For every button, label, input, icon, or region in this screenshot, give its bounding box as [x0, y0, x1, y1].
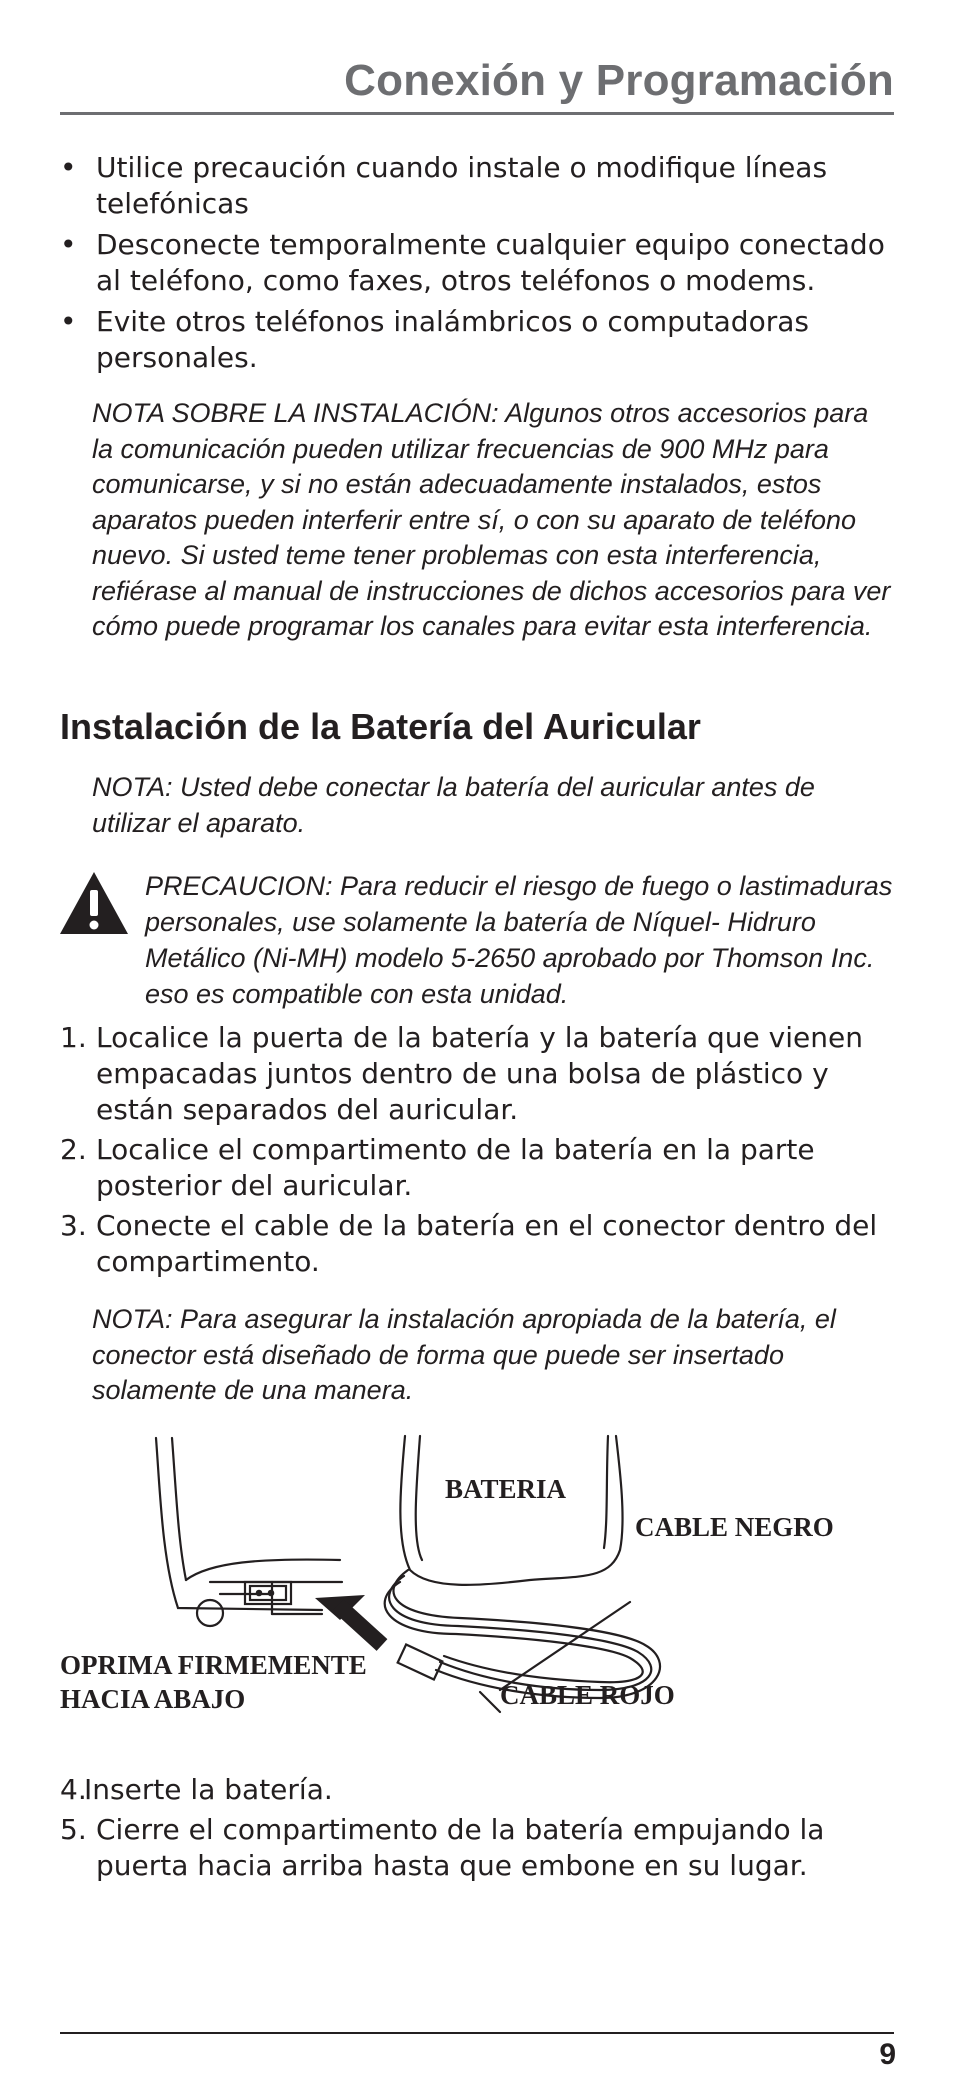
header-divider	[60, 112, 894, 115]
step-number: 3.	[60, 1209, 87, 1242]
step-number: 5.	[60, 1813, 87, 1846]
press-label-line1: OPRIMA FIRMEMENTE	[60, 1650, 367, 1680]
black-cable-label: CABLE NEGRO	[635, 1512, 834, 1542]
footer-divider	[60, 2032, 894, 2034]
list-item	[60, 1020, 910, 1128]
red-cable-label: CABLE ROJO	[500, 1680, 675, 1710]
connector-note: NOTA: Para asegurar la instalación apropiada de la batería, el conector está diseñado de forma que puede ser insertado solamente de una manera.	[92, 1304, 836, 1405]
step-text: Conecte el cable de la batería en el conector dentro del compartimento.	[96, 1209, 878, 1278]
battery-label: BATERIA	[445, 1474, 567, 1504]
installation-note: NOTA SOBRE LA INSTALACIÓN: Algunos otros accesorios para la comunicación pueden utilizar frecuencias de 900 MHz para comunicarse, y si no están adecuadamente instalados, estos aparatos pueden interferir entre sí, o con su aparato de teléfono nuevo. Si usted teme tener problemas con esta interferencia, refiérase al manual de instrucciones de dichos accesorios para ver cómo puede programar los canales para evitar esta interferencia.	[92, 398, 891, 641]
step-text: Localice el compartimento de la batería en la parte posterior del auricular.	[96, 1133, 815, 1202]
list-item: • Evite otros teléfonos inalámbricos o computadoras personales.	[60, 304, 900, 376]
step-number: 1.	[60, 1021, 87, 1054]
list-item	[60, 1812, 910, 1884]
list-item	[60, 1132, 910, 1204]
list-item	[60, 1772, 910, 1808]
precaution-list	[60, 150, 900, 381]
step-text: Inserte la batería.	[84, 1773, 333, 1806]
install-steps-continued	[60, 1772, 910, 1888]
caution-text: PRECAUCION: Para reducir el riesgo de fuego o lastimaduras personales, use solamente la batería de Níquel- Hidruro Metálico (Ni-MH) modelo 5-2650 aprobado por Thomson Inc. eso es compatible con esta unidad.	[145, 871, 893, 1009]
list-item	[60, 1208, 910, 1280]
battery-diagram	[60, 1430, 900, 1720]
page-number: 9	[879, 2038, 896, 2071]
list-item: • Utilice precaución cuando instale o modifique líneas telefónicas	[60, 150, 900, 222]
page-title: Conexión y Programación	[344, 56, 894, 105]
step-number: 2.	[60, 1133, 87, 1166]
section-heading: Instalación de la Batería del Auricular	[60, 706, 701, 747]
press-label-line2: HACIA ABAJO	[60, 1684, 246, 1714]
install-steps	[60, 1020, 910, 1284]
list-item: • Desconecte temporalmente cualquier equipo conectado al teléfono, como faxes, otros teléfonos o modems.	[60, 227, 900, 299]
step-number: 4.	[60, 1773, 87, 1806]
battery-note: NOTA: Usted debe conectar la batería del auricular antes de utilizar el aparato.	[92, 772, 815, 838]
step-text: Localice la puerta de la batería y la batería que vienen empacadas juntos dentro de una bolsa de plástico y están separados del auricular.	[96, 1021, 863, 1126]
step-text: Cierre el compartimento de la batería empujando la puerta hacia arriba hasta que embone en su lugar.	[96, 1813, 825, 1882]
warning-icon	[58, 870, 130, 936]
